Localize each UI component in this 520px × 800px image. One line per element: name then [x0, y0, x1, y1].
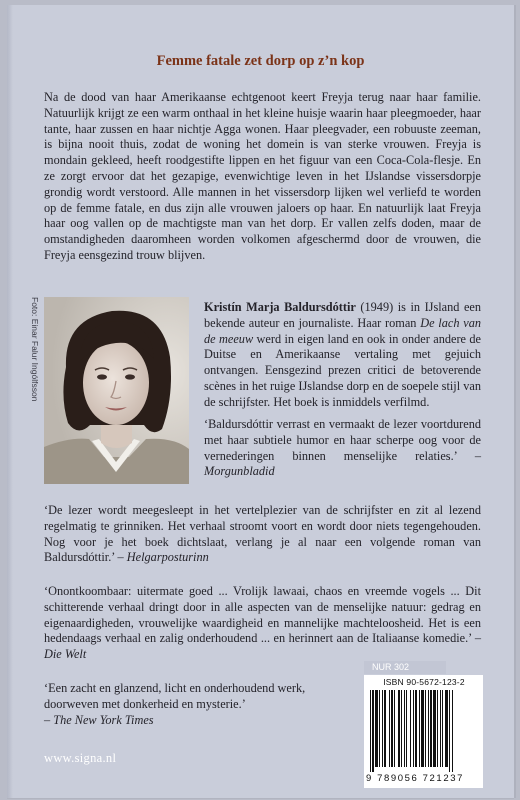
isbn-number: ISBN 90-5672-123-2: [383, 677, 465, 687]
review-quote: [44, 681, 344, 728]
photo-credit: [29, 297, 41, 437]
quote-source: Die Welt: [44, 647, 87, 662]
ean-number: 9 789056 721237: [366, 773, 464, 784]
photo-credit-text: Foto: Einar Falur Ingólfsson: [30, 297, 40, 402]
quote-source: Helgarposturinn: [126, 550, 209, 565]
quote-text: ‘Een zacht en glanzend, licht en onderhoudend werk, doorweven met donkerheid en mysterie.’: [44, 681, 306, 711]
synopsis-paragraph: Na de dood van haar Amerikaanse echtgenoot keert Freyja terug naar haar familie. Natuurlijk krijgt ze een warm onthaal in het kleine huisje waarin haar pleegmoeder, haar tante, haar zussen en haar nichtje Agga wonen. Haar pleegvader, een robuuste zeeman, is bijna nooit thuis, zodat de woning het domein is van sterke vrouwen. Freyja is mondain gekleed, heeft roodgestifte lippen en het figuur van een Coca-Cola-flesje. En ze zorgt ervoor dat het gezapige, evenwichtige leven in het IJslandse vissersdorpje grondig wordt verstoord. Alle mannen in het vissersdorp lijken wel verliefd te worden op de femme fatale, en dus zijn alle vrouwen jaloers op haar. En natuurlijk laat Freyja haar oog vallen op de machtigste man van het dorp. Er vallen zelfs doden, maar de omstandigheden daaromheen worden volkomen afgeschermd door de vrouwen, die Freyja eensgezind trouw blijven.: [44, 90, 481, 262]
author-portrait-image: [44, 297, 189, 484]
quote-source: Morgunbladid: [204, 464, 275, 479]
review-quote: [204, 417, 481, 480]
publisher-url: www.signa.nl: [44, 751, 117, 765]
review-quote: [44, 503, 481, 566]
author-bio-text-2: werd in eigen land en ook in onder andere de Duitse en Amerikaanse vertaling met gejuich ontvangen. Eensgezind prezen critici de betoverende scènes in het ruige IJslandse dorp en de soepele stijl van de schrijfster. Het boek is inmiddels verfilmd.: [204, 331, 482, 409]
barcode-icon: [368, 690, 479, 772]
quote-text: ‘De lezer wordt meegesleept in het vertelplezier van de schrijfster en zit al lezend regelmatig te grinniken. Het verhaal stroomt voort en wordt door niets tegengehouden. Nog voor je het boek dichtslaat, verlang je al naar een volgende roman van Baldursdóttir.’ –: [44, 503, 481, 565]
author-name: Kristín Marja Baldursdóttir: [204, 300, 356, 314]
quote-source: The New York Times: [53, 712, 154, 727]
author-photo: [44, 297, 189, 484]
spine-edge: [7, 5, 13, 798]
author-bio-text-1: (1949) is in IJsland een bekende auteur en journaliste. Haar roman: [204, 300, 482, 330]
review-quote: [44, 584, 481, 663]
quote-dash: –: [44, 712, 54, 727]
nur-code: NUR 302: [364, 661, 446, 674]
author-bio: [204, 300, 481, 411]
headline: Femme fatale zet dorp op z’n kop: [156, 53, 365, 69]
quote-text: ‘Baldursdóttir verrast en vermaakt de lezer voortdurend met haar subtiele humor en haar scherpe oog voor de vernederingen binnen menselijke relaties.’ –: [204, 417, 481, 463]
barcode-label: [364, 675, 483, 788]
quote-text: ‘Onontkoombaar: uitermate goed ... Vrolijk lawaai, chaos en vreemde vogels ... Dit schitterende verhaal dringt door in alle aspecten van de menselijke natuur: gedrag en eigenaardigheden, vrouwelijke waardigheid en mannelijke machteloosheid. Het is een hedendaags verhaal en zalig onderhoudend ... en herinnert aan de Italiaanse komedie.’ –: [44, 584, 481, 646]
book-title: De lach van de meeuw: [204, 315, 482, 346]
book-back-cover: [7, 5, 514, 798]
